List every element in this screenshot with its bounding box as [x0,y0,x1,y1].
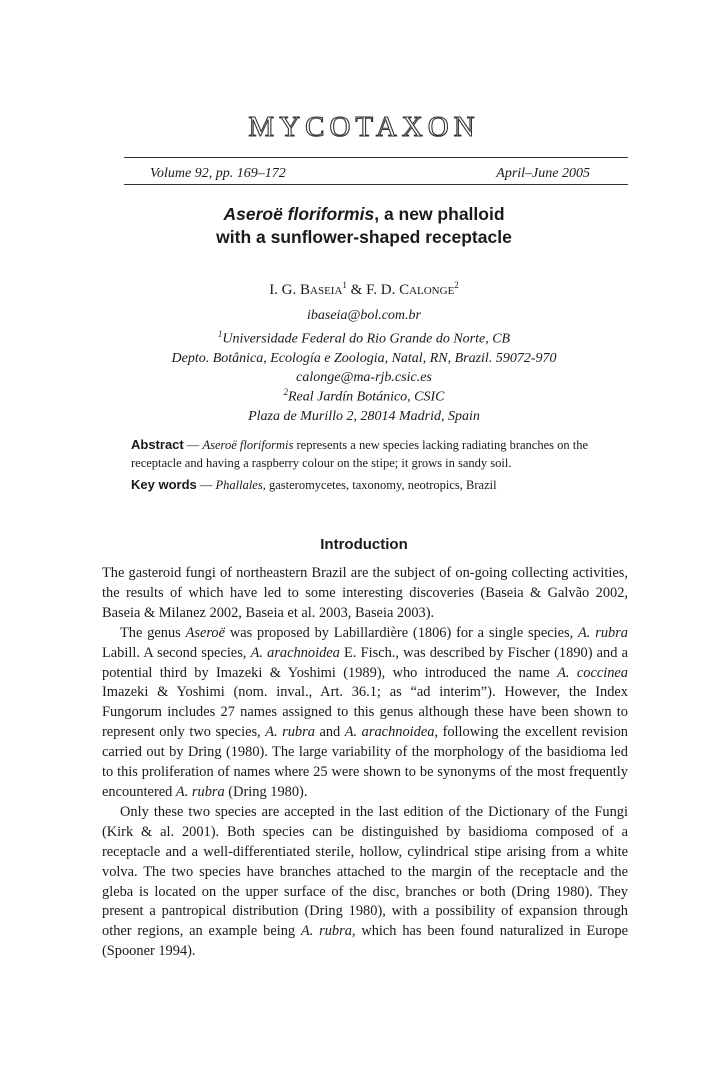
p2-species-5: A. arachnoidea [344,724,435,741]
abstract-dash: — [183,438,203,452]
paragraph-3 [102,803,628,962]
aff2-line1-text: Real Jardín Botánico, CSIC [287,389,445,405]
author2-surname: ALONGE [409,285,455,297]
aff1-sup: 1 [217,329,223,339]
introduction-body [102,564,628,962]
section-heading-introduction: Introduction [320,536,408,553]
affiliation-block-1 [0,306,728,387]
author-ampersand: & [346,282,367,298]
p2-genus: Aseroë [185,624,226,641]
keyword-phallales: Phallales [215,478,263,492]
keywords-label: Key words [131,477,197,492]
author1-sup: 1 [342,280,347,290]
p2-text-d: E. Fisch., was described by Fischer (1890) and a potential third by Imazeki & Yoshimi (1989), who introduced the name [102,644,629,681]
p2-text-g: , following the excellent revision carried out by Dring (1980). The large variability of the morphology of the basidioma led to this proliferation of names where 25 were shown to be synonyms of the most frequently encountered [102,724,629,800]
volume-pages: Volume 92, pp. 169–172 [150,166,286,181]
abstract [131,436,611,472]
volume-line [150,166,590,182]
affiliation-2-line-2: Plaza de Murillo 2, 28014 Madrid, Spain [248,408,480,424]
p2-text-a: The genus [120,624,186,641]
author1-initials: I. G. B [269,282,311,298]
header-rule-bottom [124,184,628,185]
p3-text-a: Only these two species are accepted in the last edition of the Dictionary of the Fungi (Kirk & al. 2001). Both species can be distinguished by basidioma composed of a receptacle and a well-differentiated sterile, hollow, cylindrical stipe arising from a white volva. The two species have branches attached to the margin of the receptacle and the gleba is located on the upper surface of the disc, branches or both (Dring 1980). They present a pantropical distribution (Dring 1980), with a possibility of expansion through other regions, an example being [102,803,628,940]
keywords-rest: , gasteromycetes, taxonomy, neotropics, Brazil [262,478,497,492]
p2-text-c: Labill. A second species, [102,644,251,661]
p2-text-e: Imazeki & Yoshimi (nom. inval., Art. 36.1; as “ad interim”). However, the Index Fungorum includes 27 names assigned to this genus although these have been shown to represent only two species, [102,684,628,741]
journal-title: MYCOTAXON [248,111,480,143]
keywords-dash: — [196,478,216,492]
p2-species-3: A. coccinea [557,664,628,681]
title-species: Aseroë floriformis [223,204,375,224]
affiliation-1-line-2: Depto. Botânica, Ecología e Zoologia, Natal, RN, Brazil. 59072-970 [171,350,557,366]
paragraph-1: The gasteroid fungi of northeastern Brazil are the subject of on-going collecting activities, the results of which have led to some interesting discoveries (Baseia & Galvão 2002, Baseia & Milanez 2002, Baseia et al. 2003, Baseia 2003). [102,565,628,621]
article-title [0,203,728,249]
author2-sup: 2 [454,280,459,290]
abstract-species: Aseroë floriformis [202,438,294,452]
p3-species: A. rubra [300,923,352,940]
p2-text-f: and [314,724,345,741]
authors [0,280,728,299]
author2-initials: F. D. C [366,282,410,298]
aff2-sup: 2 [283,387,288,397]
p2-species-6: A. rubra [175,783,225,800]
abstract-text: represents a new species lacking radiating branches on the receptacle and having a raspberry colour on the stipe; it grows in sandy soil. [131,438,589,470]
affiliation-block-2 [0,383,728,426]
email-1: ibaseia@bol.com.br [307,308,421,323]
p2-text-b: was proposed by Labillardière (1806) for a single species, [225,624,579,641]
header-rule-top [124,157,628,158]
p2-text-h: (Dring 1980). [224,783,308,800]
title-line1-rest: , a new phalloid [374,204,505,224]
aff1-line1-text: Universidade Federal do Rio Grande do Norte, CB [222,331,511,347]
p2-species-2: A. arachnoidea [250,644,340,661]
title-line-1 [0,203,728,226]
p3-text-b: , which has been found naturalized in Europe (Spooner 1994). [102,923,628,960]
p2-species-1: A. rubra [578,624,628,641]
issue-date: April–June 2005 [496,166,590,181]
affiliation-2-line-1 [0,383,728,407]
p2-species-4: A. rubra [265,724,315,741]
affiliation-1-line-1 [0,325,728,349]
abstract-label: Abstract [131,437,184,452]
keywords [131,476,611,494]
paragraph-2 [102,624,628,803]
title-line-2: with a sunflower-shaped receptacle [216,227,512,247]
author1-surname: ASEIA [310,285,343,297]
email-2: calonge@ma-rjb.csic.es [296,369,432,385]
